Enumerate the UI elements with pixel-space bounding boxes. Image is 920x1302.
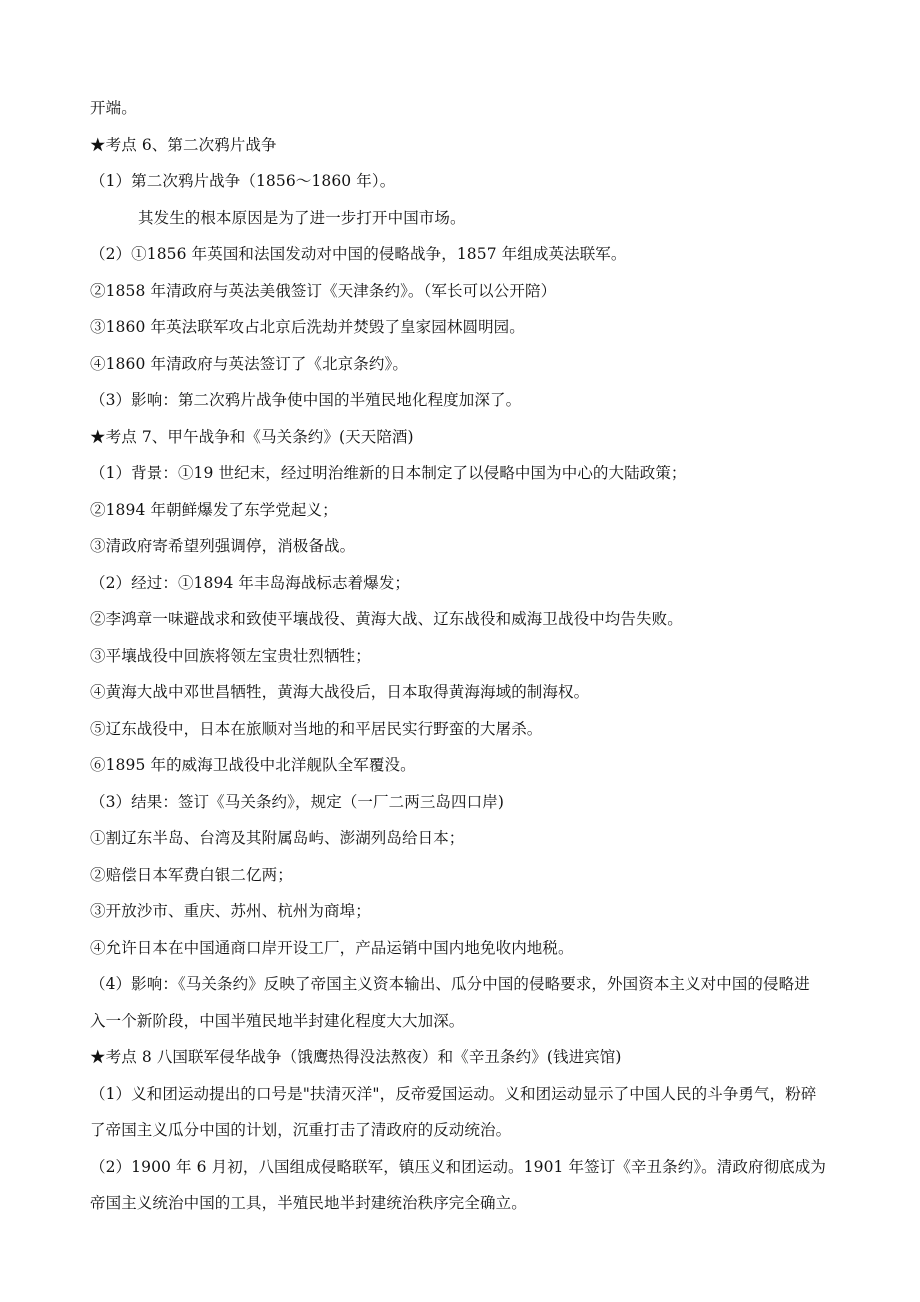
text-line-17: ④黄海大战中邓世昌牺牲，黄海大战役后，日本取得黄海海域的制海权。 xyxy=(90,683,590,701)
section-heading-7: ★考点 7、甲午战争和《马关条约》(天天陪酒) xyxy=(90,427,414,446)
section-heading-8: ★考点 8 八国联军侵华战争（饿鹰热得没法熬夜）和《辛丑条约》(钱进宾馆) xyxy=(90,1048,622,1066)
section-heading-6: ★考点 6、第二次鸦片战争 xyxy=(90,135,277,154)
text-line-22: ②赔偿日本军费白银二亿两； xyxy=(90,865,293,884)
text-line-21: ①割辽东半岛、台湾及其附属岛屿、澎湖列岛给日本； xyxy=(90,829,465,847)
text-line-7: ③1860 年英法联军攻占北京后洗劫并焚毁了皇家园林圆明园。 xyxy=(90,318,525,336)
text-line-6: ②1858 年清政府与英法美俄签订《天津条约》。（军长可以公开陪） xyxy=(90,281,557,300)
text-line-31: 帝国主义统治中国的工具，半殖民地半封建统治秩序完全确立。 xyxy=(90,1194,527,1212)
text-line-4: 其发生的根本原因是为了进一步打开中国市场。 xyxy=(138,208,466,227)
text-line-5: （2）①1856 年英国和法国发动对中国的侵略战争，1857 年组成英法联军。 xyxy=(90,245,627,263)
text-line-20: （3）结果：签订《马关条约》，规定（一厂二两三岛四口岸) xyxy=(90,792,504,811)
text-line-19: ⑥1895 年的威海卫战役中北洋舰队全军覆没。 xyxy=(90,756,416,774)
text-line-1: 开端。 xyxy=(90,99,137,117)
text-line-24: ④允许日本在中国通商口岸开设工厂，产品运销中国内地免收内地税。 xyxy=(90,938,574,957)
text-line-29: 了帝国主义瓜分中国的计划，沉重打击了清政府的反动统治。 xyxy=(90,1121,512,1139)
text-line-18: ⑤辽东战役中，日本在旅顺对当地的和平居民实行野蛮的大屠杀。 xyxy=(90,719,543,738)
text-line-13: ③清政府寄希望列强调停，消极备战。 xyxy=(90,537,356,555)
text-line-25: （4）影响：《马关条约》反映了帝国主义资本输出、瓜分中国的侵略要求，外国资本主义对中国的侵略进 xyxy=(90,975,810,993)
text-line-8: ④1860 年清政府与英法签订了《北京条约》。 xyxy=(90,354,408,373)
text-line-14: （2）经过：①1894 年丰岛海战标志着爆发； xyxy=(90,573,411,592)
text-line-11: （1）背景：①19 世纪末，经过明治维新的日本制定了以侵略中国为中心的大陆政策； xyxy=(90,464,687,482)
text-line-23: ③开放沙市、重庆、苏州、杭州为商埠； xyxy=(90,902,371,920)
text-line-26: 入一个新阶段，中国半殖民地半封建化程度大大加深。 xyxy=(90,1011,465,1030)
text-line-30: （2）1900 年 6 月初，八国组成侵略联军，镇压义和团运动。1901 年签订《辛丑条约》。清政府彻底成为 xyxy=(90,1157,826,1176)
text-line-9: （3）影响：第二次鸦片战争使中国的半殖民地化程度加深了。 xyxy=(90,391,522,409)
text-line-12: ②1894 年朝鲜爆发了东学党起义； xyxy=(90,500,338,519)
text-line-15: ②李鸿章一味避战求和致使平壤战役、黄海大战、辽东战役和威海卫战役中均告失败。 xyxy=(90,610,683,628)
text-line-28: （1）义和团运动提出的口号是"扶清灭洋"，反帝爱国运动。义和团运动显示了中国人民的斗争勇气，粉碎 xyxy=(90,1084,817,1103)
text-line-3: （1）第二次鸦片战争（1856～1860 年）。 xyxy=(90,172,396,190)
text-line-16: ③平壤战役中回族将领左宝贵壮烈牺牲； xyxy=(90,646,371,665)
